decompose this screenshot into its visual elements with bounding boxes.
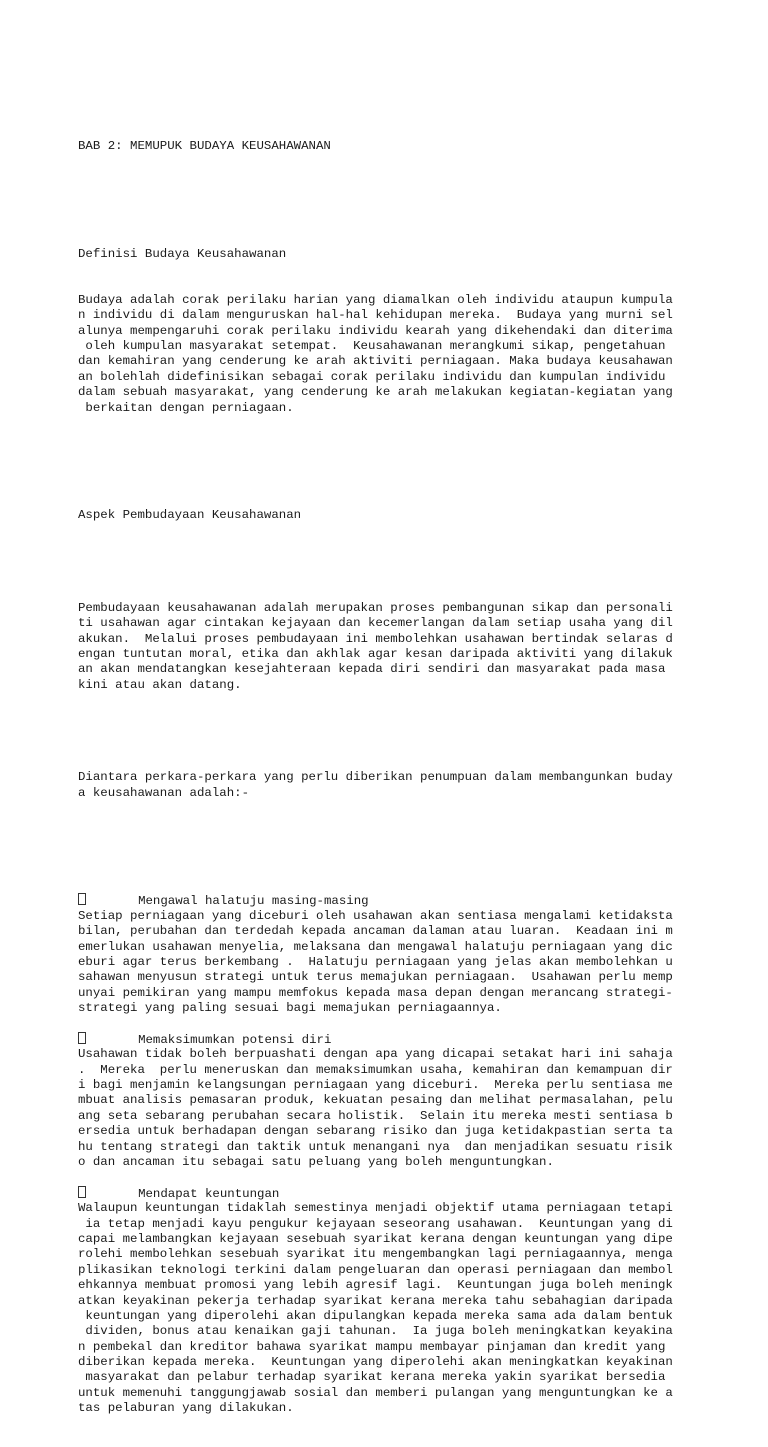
section-heading-definisi: Definisi Budaya Keusahawanan	[78, 246, 287, 261]
list-item	[78, 893, 758, 1032]
text-line: berkaitan dengan perniagaan.	[78, 400, 294, 415]
text-line: . Mereka perlu meneruskan dan memaksimumkan usaha, kemahiran dan kemampuan dir	[78, 1062, 673, 1077]
text-line: atkan keyakinan pekerja terhadap syarikat kerana mereka tahu sebahagian daripada	[78, 1293, 673, 1308]
document-text	[78, 108, 758, 1447]
text-line: capai melambangkan kejayaan sesebuah syarikat kerana dengan keuntungan yang dipe	[78, 1231, 673, 1246]
text-line: oleh kumpulan masyarakat setempat. Keusahawanan merangkumi sikap, pengetahuan	[78, 339, 666, 353]
text-line: strategi yang paling sesuai bagi memajukan perniagaannya.	[78, 1001, 502, 1016]
text-line: Usahawan tidak boleh berpuashati dengan apa yang dicapai setakat hari ini sahaja	[78, 1047, 673, 1062]
text-line: Walaupun keuntungan tidaklah semestinya menjadi objektif utama perniagaan tetapi	[78, 1201, 673, 1216]
text-line: untuk memenuhi tanggungjawab sosial dan memberi pulangan yang menguntungkan ke a	[78, 1385, 673, 1400]
text-line: eburi agar terus berkembang . Halatuju perniagaan yang jelas akan membolehkan u	[78, 954, 673, 969]
document-title: BAB 2: MEMUPUK BUDAYA KEUSAHAWANAN	[78, 138, 331, 153]
item-heading	[78, 893, 758, 908]
text-line: n pembekal dan kreditor bahawa syarikat mampu membayar pinjaman dan kredit yang	[78, 1339, 666, 1354]
item-heading-text: Memaksimumkan potensi diri	[138, 1032, 332, 1047]
text-line: ia tetap menjadi kayu pengukur kejayaan seseorang usahawan. Keuntungan yang di	[78, 1216, 673, 1231]
text-line: Budaya adalah corak perilaku harian yang diamalkan oleh individu ataupun kumpula	[78, 292, 673, 307]
item-heading	[78, 1032, 758, 1047]
text-line: Diantara perkara-perkara yang perlu diberikan penumpuan dalam membangunkan buday	[78, 770, 673, 785]
text-line: o dan ancaman itu sebagai satu peluang yang boleh menguntungkan.	[78, 1154, 554, 1169]
text-line: sahawan menyusun strategi untuk terus memajukan perniagaan. Usahawan perlu memp	[78, 970, 673, 985]
bullet-box-icon	[78, 1032, 86, 1044]
text-line: engan tuntutan moral, etika dan akhlak agar kesan daripada aktiviti yang dilakuk	[78, 646, 673, 661]
text-line: Pembudayaan keusahawanan adalah merupakan proses pembangunan sikap dan personali	[78, 600, 673, 615]
item-heading	[78, 1186, 758, 1201]
bullet-box-icon	[78, 893, 86, 905]
text-line: kini atau akan datang.	[78, 677, 242, 692]
text-line: a keusahawanan adalah:-	[78, 785, 250, 800]
text-line: an bolehlah didefinisikan sebagai corak perilaku individu dan kumpulan individu	[78, 369, 666, 384]
text-line: n individu di dalam menguruskan hal-hal kehidupan mereka. Budaya yang murni sel	[78, 308, 673, 323]
text-line: an akan mendatangkan kesejahteraan kepada diri sendiri dan masyarakat pada masa	[78, 662, 666, 677]
section-aspek-para1	[78, 601, 758, 693]
item-heading-text: Mengawal halatuju masing-masing	[138, 894, 369, 909]
text-line: rolehi membolehkan sesebuah syarikat itu mengembangkan lagi perniagaannya, menga	[78, 1247, 673, 1262]
text-line: alunya mempengaruhi corak perilaku individu kearah yang dikehendaki dan diterima	[78, 323, 673, 338]
text-line: i bagi menjamin kelangsungan perniagaan yang diceburi. Mereka perlu sentiasa me	[78, 1078, 673, 1093]
text-line: diberikan kepada mereka. Keuntungan yang diperolehi akan meningkatkan keyakinan	[78, 1355, 673, 1370]
bullet-box-icon	[78, 1186, 86, 1198]
section-heading-aspek: Aspek Pembudayaan Keusahawanan	[78, 508, 302, 523]
text-line: dalam sebuah masyarakat, yang cenderung ke arah melakukan kegiatan-kegiatan yang	[78, 385, 673, 400]
text-line: ang seta sebarang perubahan secara holistik. Selain itu mereka mesti sentiasa b	[78, 1108, 673, 1123]
text-line: mbuat analisis pemasaran produk, kekuatan pesaing dan melihat permasalahan, pelu	[78, 1093, 673, 1108]
text-line: hu tentang strategi dan taktik untuk menangani nya dan menjadikan sesuatu risik	[78, 1139, 673, 1154]
section-definisi-body	[78, 293, 758, 416]
text-line: plikasikan teknologi terkini dalam pengeluaran dan operasi perniagaan dan membol	[78, 1262, 673, 1277]
list-item	[78, 1186, 758, 1417]
text-line: dividen, bonus atau kenaikan gaji tahunan. Ia juga boleh meningkatkan keyakina	[78, 1324, 673, 1339]
text-line: masyarakat dan pelabur terhadap syarikat kerana mereka yakin syarikat bersedia	[78, 1370, 666, 1385]
text-line: ti usahawan agar cintakan kejayaan dan kecemerlangan dalam setiap usaha yang dil	[78, 616, 673, 631]
text-line: bilan, perubahan dan terdedah kepada ancaman dalaman atau luaran. Keadaan ini m	[78, 924, 673, 939]
text-line: emerlukan usahawan menyelia, melaksana dan mengawal halatuju perniagaan yang dic	[78, 939, 673, 954]
item-heading-text: Mendapat keuntungan	[138, 1186, 280, 1201]
text-line: akukan. Melalui proses pembudayaan ini membolehkan usahawan bertindak selaras d	[78, 631, 673, 646]
text-line: dan kemahiran yang cenderung ke arah aktiviti perniagaan. Maka budaya keusahawan	[78, 354, 673, 369]
section-aspek-para2	[78, 770, 758, 801]
text-line: ehkannya membuat promosi yang lebih agresif lagi. Keuntungan juga boleh meningk	[78, 1278, 673, 1293]
list-item	[78, 1032, 758, 1186]
text-line: Setiap perniagaan yang diceburi oleh usahawan akan sentiasa mengalami ketidaksta	[78, 908, 673, 923]
text-line: keuntungan yang diperolehi akan dipulangkan kepada mereka sama ada dalam bentuk	[78, 1308, 673, 1323]
text-line: unyai pemikiran yang mampu memfokus kepada masa depan dengan merancang strategi-	[78, 985, 673, 1000]
text-line: tas pelaburan yang dilakukan.	[78, 1401, 294, 1416]
item-list	[78, 893, 758, 1416]
text-line: ersedia untuk berhadapan dengan sebarang risiko dan juga ketidakpastian serta ta	[78, 1124, 673, 1139]
